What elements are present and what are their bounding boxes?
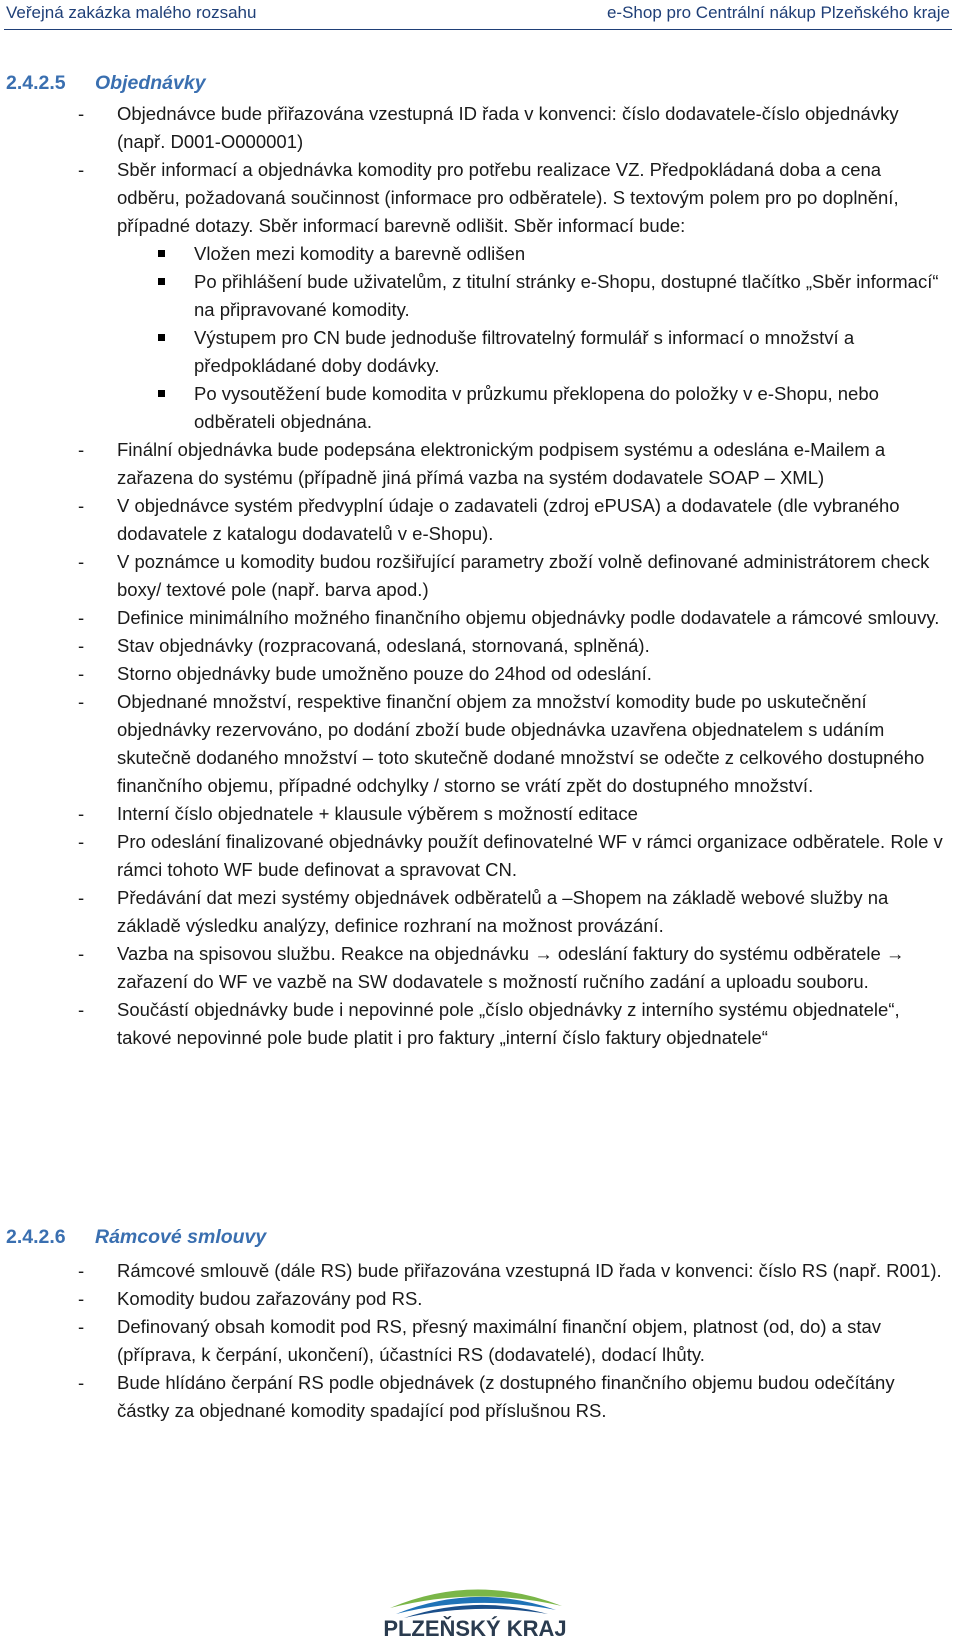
section-number: 2.4.2.5 [6, 72, 66, 94]
list-item [0, 1369, 960, 1425]
list-dash-marker: - [78, 803, 85, 824]
list-item [0, 800, 960, 828]
logo-text: PLZEŇSKÝ KRAJ [383, 1616, 567, 1640]
section-number: 2.4.2.6 [6, 1226, 66, 1248]
list-item-text: Interní číslo objednatele + klausule výběrem s možností editace [117, 803, 638, 824]
list-item-text: Bude hlídáno čerpání RS podle objednávek (z dostupného finančního objemu budou odečítány částky za objednané komodity spadající pod příslušnou RS. [117, 1372, 895, 1421]
list-item-text: Předávání dat mezi systémy objednávek odběratelů a –Shopem na základě webové služby na základě výsledku analýzy, definice rozhraní na možnost provázání. [117, 887, 889, 936]
page-header [0, 0, 960, 28]
list-item [0, 100, 960, 156]
list-dash-marker: - [78, 551, 85, 572]
section-title: Objednávky [95, 72, 206, 94]
list-dash-marker: - [78, 831, 85, 852]
list-item [0, 940, 960, 996]
list-item [0, 828, 960, 884]
list-dash-marker: - [78, 999, 85, 1020]
sub-list-item-text: Po přihlášení bude uživatelům, z titulní stránky e-Shopu, dostupné tlačítko „Sběr informací“ na připravované komodity. [194, 271, 939, 320]
sub-list-item [0, 240, 960, 268]
list-item [0, 156, 960, 436]
list-item-text: Finální objednávka bude podepsána elektronickým podpisem systému a odeslána e-Mailem a zařazena do systému (případně jiná přímá vazba na systém dodavatele SOAP – XML) [117, 439, 886, 488]
square-bullet-icon [158, 390, 165, 397]
ramcove-smlouvy-list [0, 1257, 960, 1425]
list-dash-marker: - [78, 1288, 85, 1309]
square-bullet-icon [158, 278, 165, 285]
list-item [0, 1257, 960, 1285]
list-dash-marker: - [78, 691, 85, 712]
list-item-text: V poznámce u komodity budou rozšiřující parametry zboží volně definované administrátorem check boxy/ textové pole (např. barva apod.) [117, 551, 930, 600]
list-item-text: Objednané množství, respektive finanční objem za množství komodity bude po uskutečnění objednávky rezervováno, po dodání zboží bude objednávka uzavřena objednatelem s udáním skutečně dodaného množství – toto skutečně dodané množství se odečte z celkového dostupného finančního objemu, případné odchylky / storno se vrátí zpět do dostupného množství. [117, 691, 925, 796]
list-item [0, 1285, 960, 1313]
list-dash-marker: - [78, 103, 85, 124]
sub-list-item-text: Po vysoutěžení bude komodita v průzkumu překlopena do položky v e-Shopu, nebo odběrateli objednána. [194, 383, 879, 432]
list-item-text: Storno objednávky bude umožněno pouze do 24hod od odeslání. [117, 663, 652, 684]
list-item-text: Vazba na spisovou službu. Reakce na objednávku → odeslání faktury do systému odběratele → zařazení do WF ve vazbě na SW dodavatele s možností ručního zadání a uploadu souboru. [117, 943, 905, 992]
list-item [0, 436, 960, 492]
list-dash-marker: - [78, 439, 85, 460]
list-dash-marker: - [78, 1372, 85, 1393]
list-item [0, 548, 960, 604]
section-title: Rámcové smlouvy [95, 1226, 267, 1248]
square-bullet-icon [158, 334, 165, 341]
sub-list-item [0, 268, 960, 324]
plzensky-kraj-logo [370, 1580, 580, 1640]
list-item-text: Rámcové smlouvě (dále RS) bude přiřazována vzestupná ID řada v konvenci: číslo RS (např. R001). [117, 1260, 942, 1281]
sub-list-item [0, 324, 960, 380]
list-item [0, 604, 960, 632]
list-item-text: Definice minimálního možného finančního objemu objednávky podle dodavatele a rámcové smlouvy. [117, 607, 940, 628]
list-dash-marker: - [78, 607, 85, 628]
list-dash-marker: - [78, 943, 85, 964]
list-item-text: Sběr informací a objednávka komodity pro potřebu realizace VZ. Předpokládaná doba a cena odběru, požadovaná součinnost (informace pro odběratele). S textovým polem pro po doplnění, případné dotazy. Sběr informací barevně odlišit. Sběr informací bude: [117, 159, 899, 236]
list-item-text: Objednávce bude přiřazována vzestupná ID řada v konvenci: číslo dodavatele-číslo objednávky (např. D001-O000001) [117, 103, 899, 152]
sub-list-item-text: Vložen mezi komodity a barevně odlišen [194, 243, 526, 264]
list-item-text: Součástí objednávky bude i nepovinné pole „číslo objednávky z interního systému objednatele“, takové nepovinné pole bude platit i pro faktury „interní číslo faktury objednatele“ [117, 999, 900, 1048]
square-bullet-icon [158, 250, 165, 257]
list-item-text: Definovaný obsah komodit pod RS, přesný maximální finanční objem, platnost (od, do) a stav (příprava, k čerpání, ukončení), účastníci RS (dodavatelé), dodací lhůty. [117, 1316, 882, 1365]
list-item [0, 688, 960, 800]
list-item [0, 996, 960, 1052]
header-divider [4, 29, 952, 30]
list-dash-marker: - [78, 663, 85, 684]
sub-list-item-text: Výstupem pro CN bude jednoduše filtrovatelný formulář s informací o množství a předpokládané doby dodávky. [194, 327, 855, 376]
list-item-text: Komodity budou zařazovány pod RS. [117, 1288, 423, 1309]
header-right-title: e-Shop pro Centrální nákup Plzeňského kraje [606, 3, 950, 22]
list-dash-marker: - [78, 1316, 85, 1337]
list-dash-marker: - [78, 159, 85, 180]
sub-list [0, 240, 960, 436]
list-item [0, 660, 960, 688]
list-dash-marker: - [78, 495, 85, 516]
header-left-title: Veřejná zakázka malého rozsahu [6, 3, 257, 22]
list-item [0, 884, 960, 940]
objednavky-list [0, 100, 960, 1052]
list-dash-marker: - [78, 635, 85, 656]
list-item [0, 492, 960, 548]
sub-list-item [0, 380, 960, 436]
list-item [0, 632, 960, 660]
list-item [0, 1313, 960, 1369]
list-item-text: Pro odeslání finalizované objednávky použít definovatelné WF v rámci organizace odběratele. Role v rámci tohoto WF bude definovat a spravovat CN. [117, 831, 943, 880]
list-item-text: V objednávce systém předvyplní údaje o zadavateli (zdroj ePUSA) a dodavatele (dle vybraného dodavatele z katalogu dodavatelů v e-Shopu). [117, 495, 900, 544]
list-dash-marker: - [78, 887, 85, 908]
list-item-text: Stav objednávky (rozpracovaná, odeslaná, stornovaná, splněná). [117, 635, 650, 656]
list-dash-marker: - [78, 1260, 85, 1281]
